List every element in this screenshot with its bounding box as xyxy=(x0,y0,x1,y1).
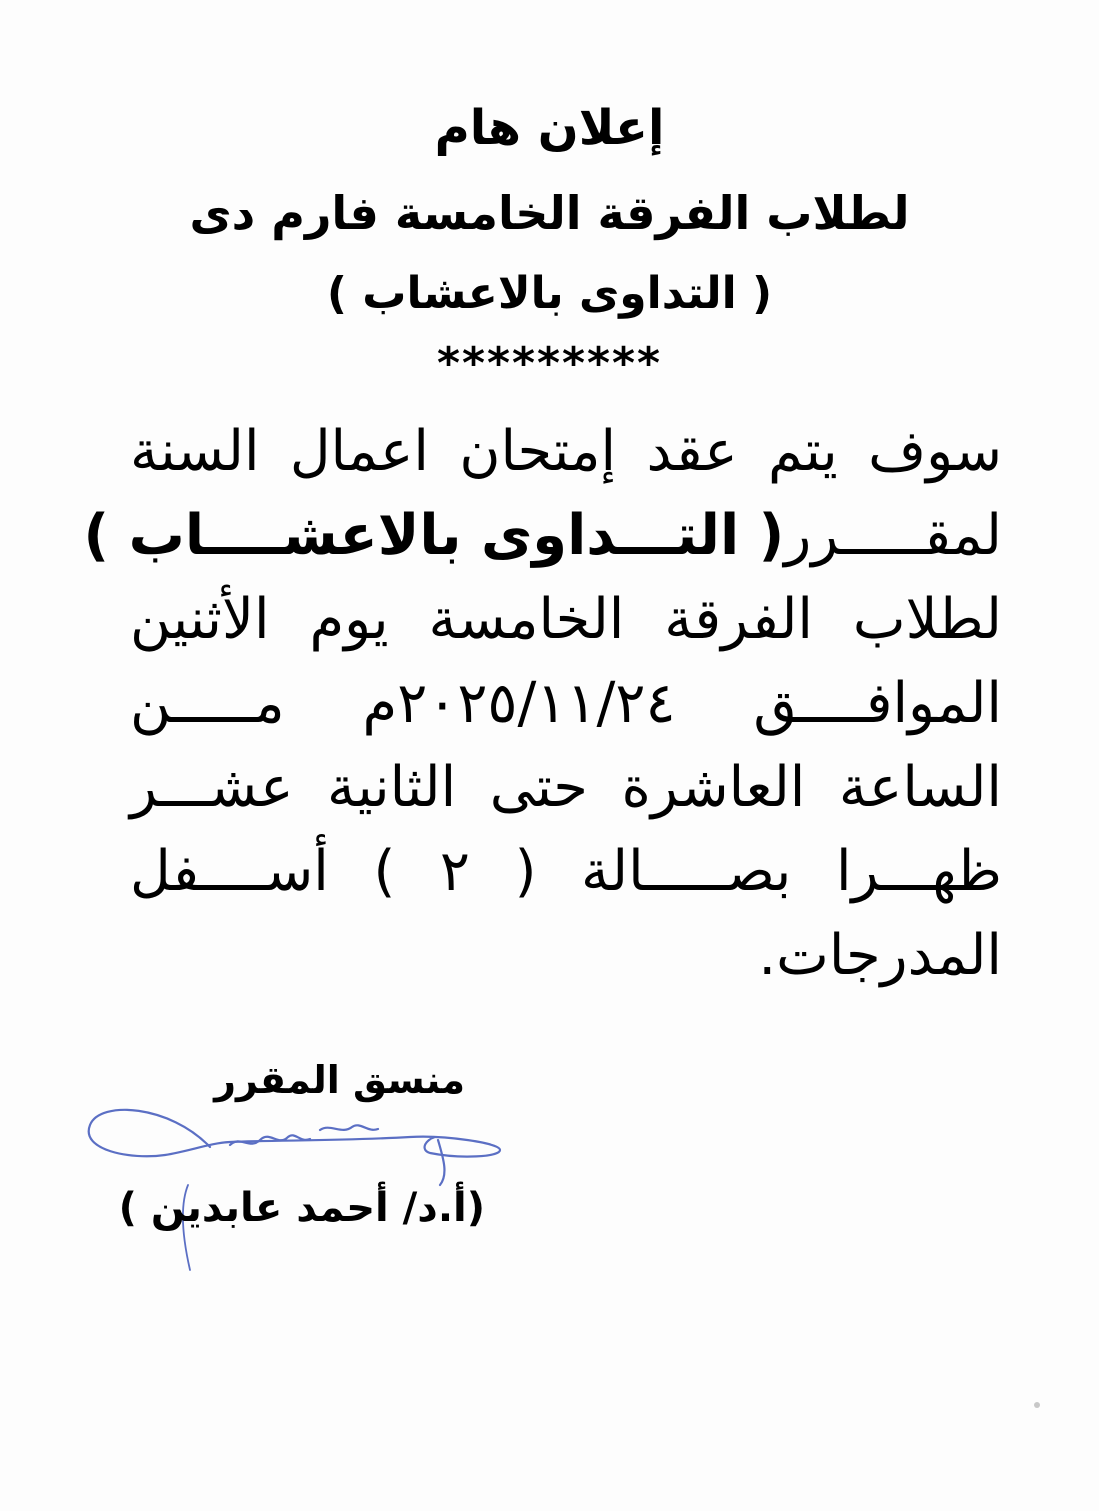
body-line-7: المدرجات. xyxy=(758,923,1002,988)
body-line-2-prefix: لمقـــــرر xyxy=(784,503,1002,568)
body-line-6: ظهـــرا بصـــــالة ( ٢ ) أســــفل xyxy=(130,839,1002,904)
announcement-body xyxy=(83,410,1002,998)
coordinator-name: (أ.د/ أحمد عابدين ) xyxy=(118,1185,485,1231)
body-line-1: سوف يتم عقد إمتحان اعمال السنة xyxy=(130,419,1002,484)
body-line-2 xyxy=(83,494,1002,578)
body-line-4: الموافــــق ٢٠٢٥/١١/٢٤م مـــــن xyxy=(130,671,1002,736)
separator: ********* xyxy=(436,338,663,389)
coordinator-title: منسق المقرر xyxy=(214,1058,465,1102)
scan-speck xyxy=(1034,1402,1040,1408)
body-line-5: الساعة العاشرة حتى الثانية عشـــر xyxy=(130,755,1002,820)
announcement-audience: لطلاب الفرقة الخامسة فارم دى xyxy=(189,186,910,240)
announcement-course: ( التداوى بالاعشاب ) xyxy=(326,268,773,319)
body-line-2-course: ( التـــداوى بالاعشــــاب ) xyxy=(83,503,785,568)
announcement-title: إعلان هام xyxy=(434,100,665,156)
body-line-3: لطلاب الفرقة الخامسة يوم الأثنين xyxy=(130,587,1002,652)
